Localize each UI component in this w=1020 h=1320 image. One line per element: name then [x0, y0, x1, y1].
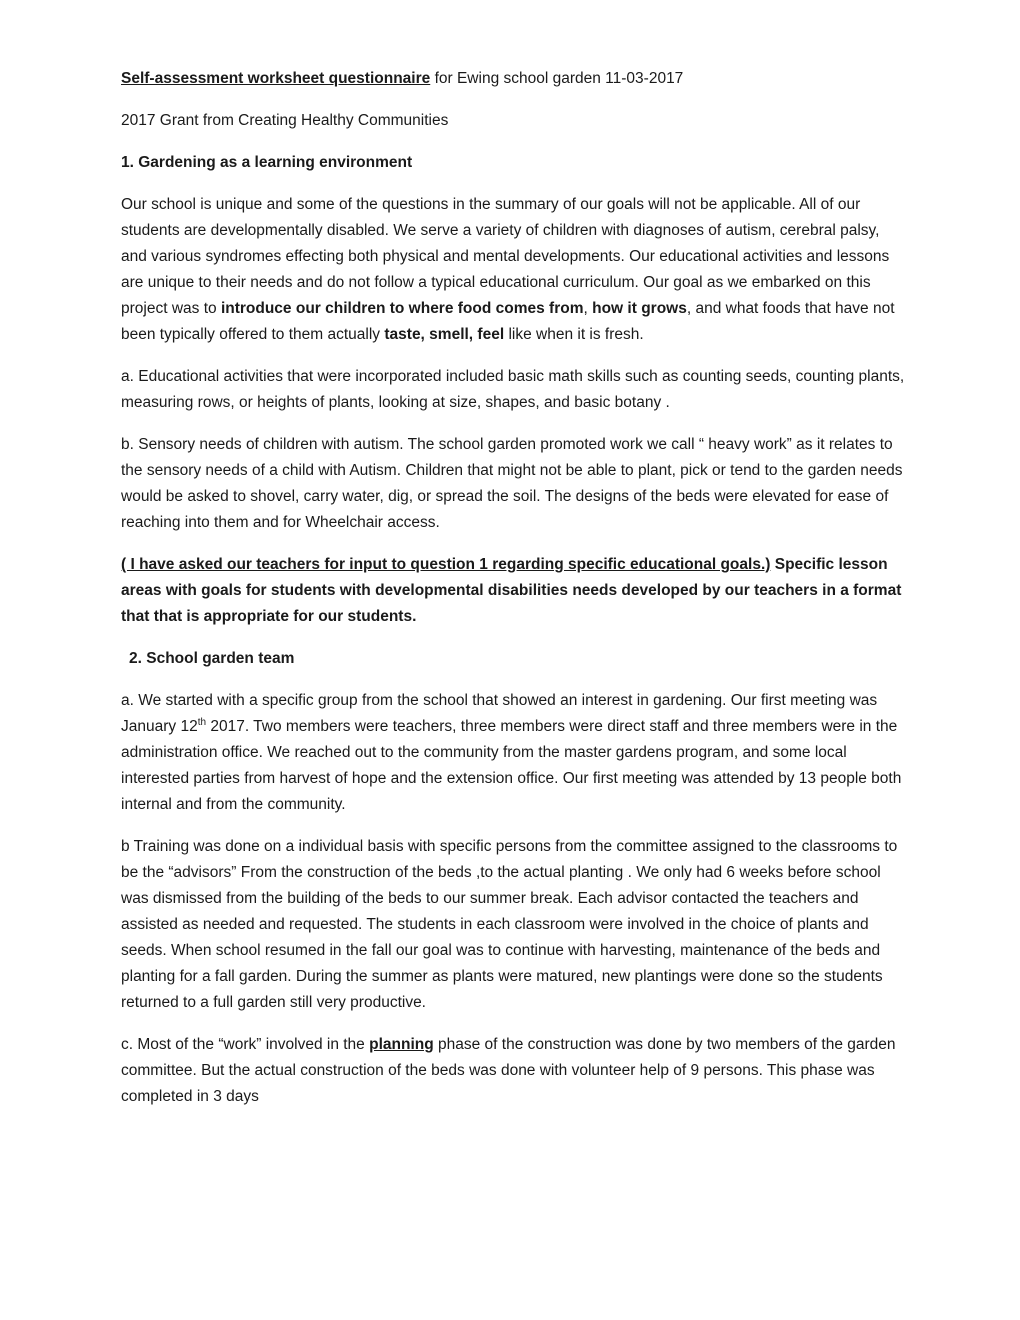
section1-teacher-note: [121, 552, 906, 630]
section2-heading: 2. School garden team: [129, 650, 295, 667]
bold-phrase: introduce our children to where food comes from: [220, 300, 584, 317]
bold-phrase: how it grows: [592, 300, 687, 317]
bold-phrase: taste, smell, feel: [384, 326, 505, 343]
document-page: [121, 66, 906, 1126]
grant-line: 2017 Grant from Creating Healthy Communities: [121, 112, 449, 129]
document-title-line: [121, 66, 906, 92]
planning-emphasis: planning: [369, 1036, 434, 1053]
section2-item-a: a. We started with a specific group from the school that showed an interest in gardening. Our first meeting was January 12th 2017. Two members were teachers, three members were direct staff and three members were in the administration office. We reached out to the community from the master gardens program, and some local interested parties from harvest of hope and the extension office. Our first meeting was attended by 13 people both internal and from the community.: [121, 692, 902, 813]
section1-intro: Our school is unique and some of the questions in the summary of our goals will not be applicable. All of our students are developmentally disabled. We serve a variety of children with diagnoses of autism, cerebral palsy, and various syndromes effecting both physical and mental developments. Our educational activities and lessons are unique to their needs and do not follow a typical educational curriculum. Our goal as we embarked on this project was to introduce our children to where food comes from, how it grows, and what foods that have not been typically offered to them actually taste, smell, feel like when it is fresh.: [121, 196, 895, 343]
ordinal-suffix: th: [197, 716, 207, 728]
section2-item-c: c. Most of the “work” involved in the planning phase of the construction was done by two members of the garden committee. But the actual construction of the beds was done with volunteer help of 9 persons. This phase was completed in 3 days: [121, 1036, 896, 1105]
teacher-note-rest: Specific lesson areas with goals for students with developmental disabilities needs developed by our teachers in a format that that is appropriate for our students.: [121, 556, 902, 625]
section1-item-a: a. Educational activities that were incorporated included basic math skills such as counting seeds, counting plants, measuring rows, or heights of plants, looking at size, shapes, and basic botany .: [121, 368, 905, 411]
section1-item-b: b. Sensory needs of children with autism. The school garden promoted work we call “ heavy work” as it relates to the sensory needs of a child with Autism. Children that might not be able to plant, pick or tend to the garden needs would be asked to shovel, carry water, dig, or spread the soil. The designs of the beds were elevated for ease of reaching into them and for Wheelchair access.: [121, 436, 903, 531]
document-title-rest: for Ewing school garden 11-03-2017: [430, 70, 684, 87]
teacher-note-underlined: ( I have asked our teachers for input to question 1 regarding specific educational goals.): [121, 556, 771, 573]
document-title: Self-assessment worksheet questionnaire: [121, 70, 431, 87]
section2-item-b: b Training was done on a individual basis with specific persons from the committee assigned to the classrooms to be the “advisors” From the construction of the beds ,to the actual planting . We only had 6 weeks before school was dismissed from the building of the beds to our summer break. Each advisor contacted the teachers and assisted as needed and requested. The students in each classroom were involved in the choice of plants and seeds. When school resumed in the fall our goal was to continue with harvesting, maintenance of the beds and planting for a fall garden. During the summer as plants were matured, new plantings were done so the students returned to a full garden still very productive.: [121, 838, 898, 1011]
section1-heading: 1. Gardening as a learning environment: [121, 154, 413, 171]
